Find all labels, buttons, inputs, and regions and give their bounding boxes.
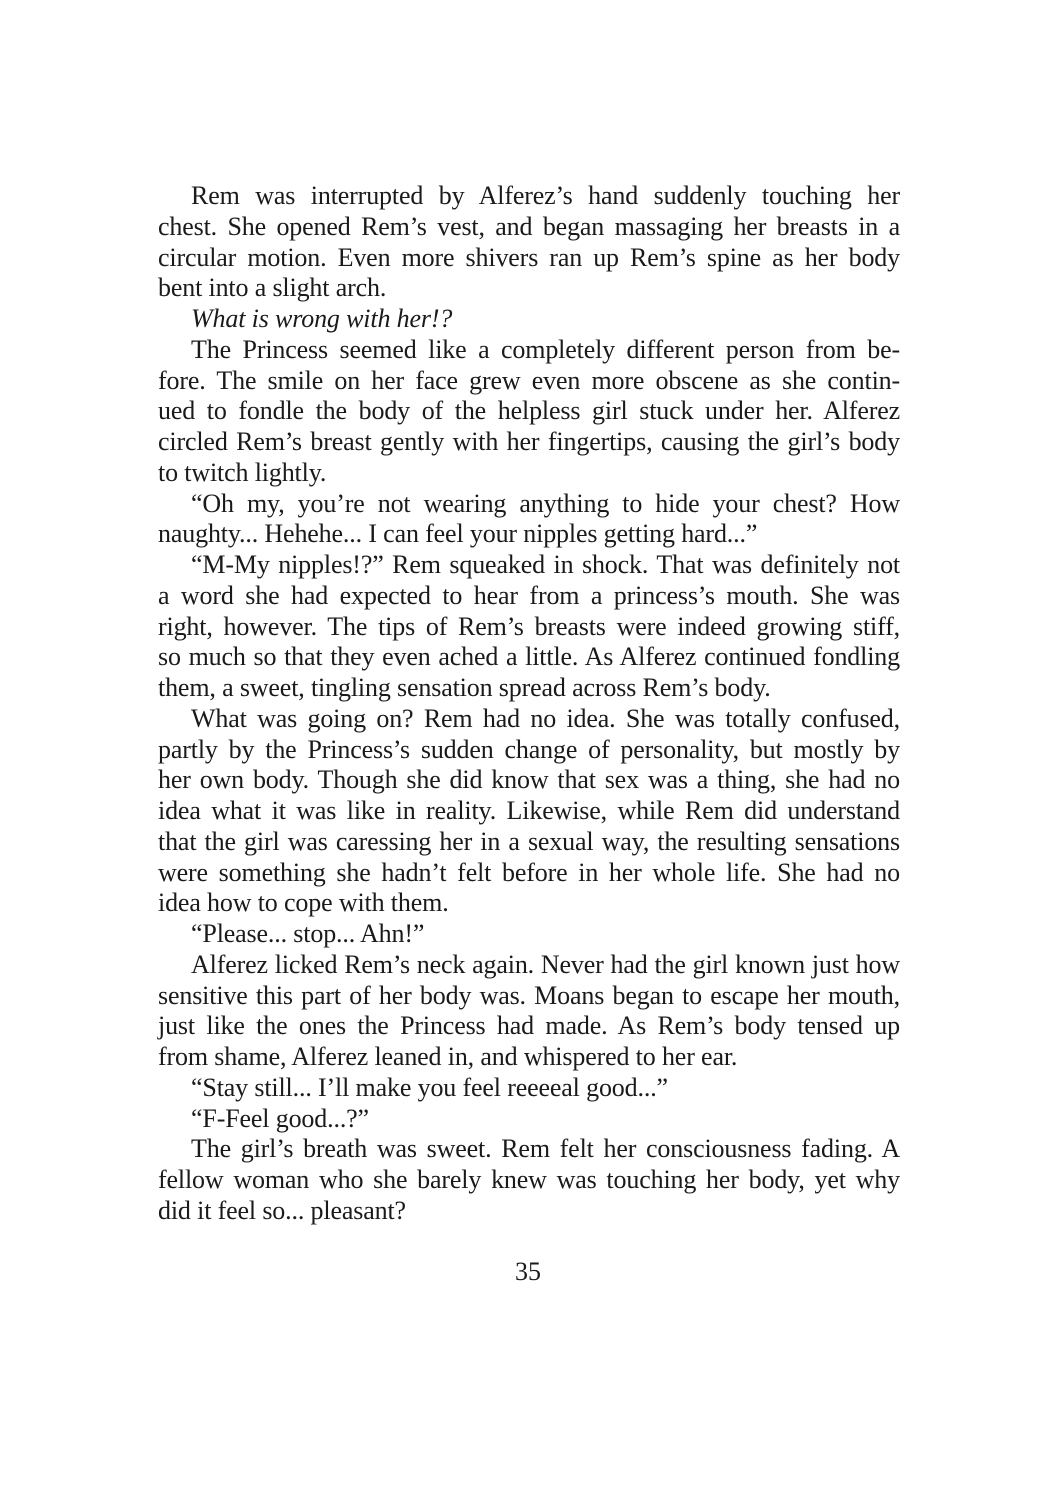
paragraph bbox=[158, 1073, 900, 1104]
paragraph bbox=[158, 1134, 900, 1226]
text-line: so much so that they even ached a little. As Alferez continued fondling bbox=[158, 642, 900, 672]
text-line: them, a sweet, tingling sensation spread across Rem’s body. bbox=[158, 673, 771, 702]
body-text bbox=[158, 181, 900, 1227]
text-line: to twitch lightly. bbox=[158, 457, 327, 487]
paragraph bbox=[158, 704, 900, 919]
text-line: just like the ones the Princess had made. As Rem’s body tensed up bbox=[158, 1011, 900, 1041]
text-line: “Oh my, you’re not wearing anything to hide your chest? How bbox=[191, 488, 900, 518]
text-line: “M-My nipples!?” Rem squeaked in shock. That was definitely not bbox=[191, 550, 900, 579]
text-line: idea what it was like in reality. Likewise, while Rem did understand bbox=[158, 796, 900, 825]
paragraph bbox=[158, 550, 900, 704]
paragraph bbox=[158, 1104, 900, 1135]
text-line: The Princess seemed like a completely different person from be- bbox=[191, 334, 900, 364]
text-line: idea how to cope with them. bbox=[158, 888, 449, 918]
text-line: ued to fondle the body of the helpless girl stuck under her. Alferez bbox=[158, 396, 900, 426]
text-line: that the girl was caressing her in a sexual way, the resulting sensations bbox=[158, 826, 900, 856]
text-line: did it feel so... pleasant? bbox=[158, 1195, 406, 1225]
text-line: naughty... Hehehe... I can feel your nipples getting hard...” bbox=[158, 519, 758, 549]
paragraph bbox=[158, 489, 900, 551]
text-line: circled Rem’s breast gently with her fingertips, causing the girl’s body bbox=[158, 427, 900, 456]
paragraph bbox=[158, 950, 900, 1073]
text-line: What is wrong with her!? bbox=[191, 304, 453, 333]
text-line: What was going on? Rem had no idea. She was totally confused, bbox=[191, 703, 900, 733]
paragraph bbox=[158, 304, 900, 335]
text-line: chest. She opened Rem’s vest, and began massaging her breasts in a bbox=[158, 211, 900, 241]
text-line: The girl’s breath was sweet. Rem felt her consciousness fading. A bbox=[191, 1134, 900, 1164]
page-number: 35 bbox=[515, 1257, 541, 1286]
text-line: “Please... stop... Ahn!” bbox=[191, 919, 425, 948]
paragraph bbox=[158, 919, 900, 950]
text-line: from shame, Alferez leaned in, and whispered to her ear. bbox=[158, 1042, 738, 1071]
text-line: “F-Feel good...?” bbox=[191, 1103, 369, 1133]
text-line: her own body. Though she did know that sex was a thing, she had no bbox=[158, 765, 900, 795]
text-line: partly by the Princess’s sudden change of personality, but mostly by bbox=[158, 734, 900, 764]
text-line: “Stay still... I’ll make you feel reeeeal good...” bbox=[191, 1072, 668, 1102]
text-line: a word she had expected to hear from a princess’s mouth. She was bbox=[158, 580, 900, 610]
text-line: sensitive this part of her body was. Moans began to escape her mouth, bbox=[158, 980, 900, 1010]
text-line: right, however. The tips of Rem’s breasts were indeed growing stiff, bbox=[158, 611, 900, 641]
text-line: Rem was interrupted by Alferez’s hand suddenly touching her bbox=[191, 181, 900, 210]
text-line: were something she hadn’t felt before in her whole life. She had no bbox=[158, 857, 900, 887]
paragraph bbox=[158, 181, 900, 304]
paragraph bbox=[158, 335, 900, 489]
text-line: bent into a slight arch. bbox=[158, 273, 387, 303]
text-line: circular motion. Even more shivers ran up Rem’s spine as her body bbox=[158, 242, 900, 272]
text-line: Alferez licked Rem’s neck again. Never had the girl known just how bbox=[191, 949, 900, 979]
text-line: fellow woman who she barely knew was touching her body, yet why bbox=[158, 1165, 900, 1194]
text-line: fore. The smile on her face grew even more obscene as she contin- bbox=[158, 365, 900, 395]
